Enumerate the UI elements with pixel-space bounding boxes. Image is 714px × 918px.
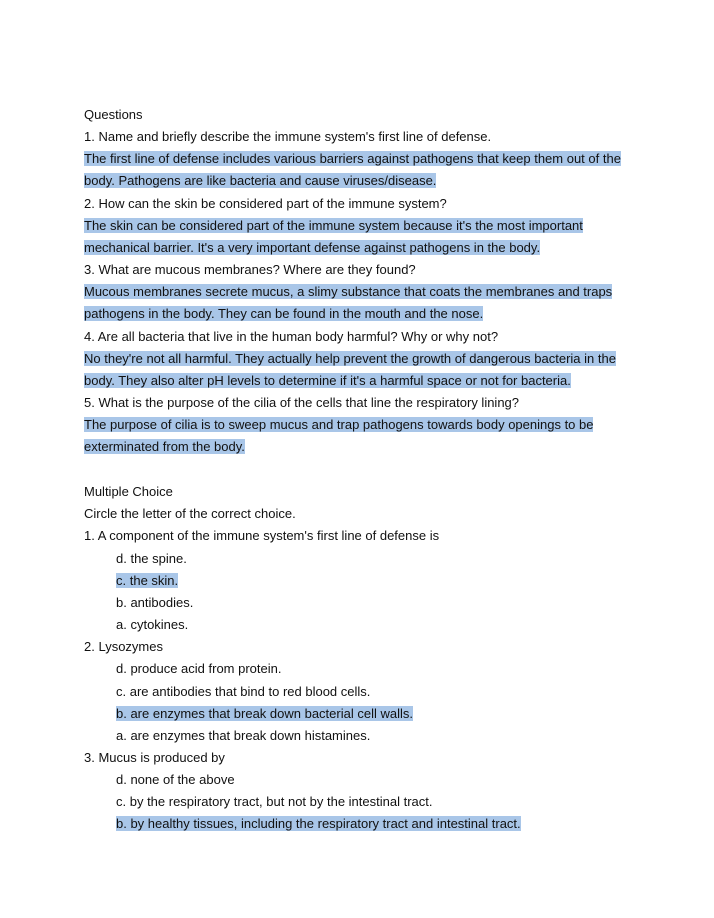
highlighted-answer-line: The skin can be considered part of the immune system because it's the most important [84,218,583,233]
mc-question-prompt: 1. A component of the immune system's first line of defense is [84,528,440,543]
mc-option: a. cytokines. [116,617,189,632]
instruction-text: Circle the letter of the correct choice. [84,506,296,521]
mc-option: b. antibodies. [116,595,194,610]
mc-option: a. are enzymes that break down histamines. [116,728,371,743]
highlighted-answer-line: body. Pathogens are like bacteria and cause viruses/disease. [84,173,437,188]
section-heading-multiple-choice: Multiple Choice [84,484,173,499]
mc-option: d. produce acid from protein. [116,661,282,676]
highlighted-answer-line: Mucous membranes secrete mucus, a slimy substance that coats the membranes and traps [84,284,613,299]
mc-option: d. the spine. [116,551,187,566]
question-prompt: 2. How can the skin be considered part of the immune system? [84,196,447,211]
highlighted-answer-line: pathogens in the body. They can be found in the mouth and the nose. [84,306,484,321]
question-prompt: 4. Are all bacteria that live in the human body harmful? Why or why not? [84,329,499,344]
highlighted-answer-line: The purpose of cilia is to sweep mucus and trap pathogens towards body openings to be [84,417,594,432]
question-prompt: 5. What is the purpose of the cilia of the cells that line the respiratory lining? [84,395,520,410]
mc-question-prompt: 2. Lysozymes [84,639,163,654]
highlighted-answer-line: mechanical barrier. It's a very important defense against pathogens in the body. [84,240,541,255]
mc-option-selected: c. the skin. [116,573,179,588]
mc-question-prompt: 3. Mucus is produced by [84,750,225,765]
mc-option: d. none of the above [116,772,235,787]
highlighted-answer-line: exterminated from the body. [84,439,245,454]
mc-option: c. by the respiratory tract, but not by the intestinal tract. [116,794,433,809]
highlighted-answer-line: No they're not all harmful. They actually help prevent the growth of dangerous bacteria in the [84,351,616,366]
mc-option-selected: b. by healthy tissues, including the respiratory tract and intestinal tract. [116,816,521,831]
section-heading-questions: Questions [84,107,143,122]
question-prompt: 3. What are mucous membranes? Where are they found? [84,262,416,277]
highlighted-answer-line: body. They also alter pH levels to determine if it's a harmful space or not for bacteria. [84,373,571,388]
highlighted-answer-line: The first line of defense includes various barriers against pathogens that keep them out of the [84,151,621,166]
question-prompt: 1. Name and briefly describe the immune system's first line of defense. [84,129,492,144]
mc-option-selected: b. are enzymes that break down bacterial cell walls. [116,706,413,721]
mc-option: c. are antibodies that bind to red blood cells. [116,684,371,699]
